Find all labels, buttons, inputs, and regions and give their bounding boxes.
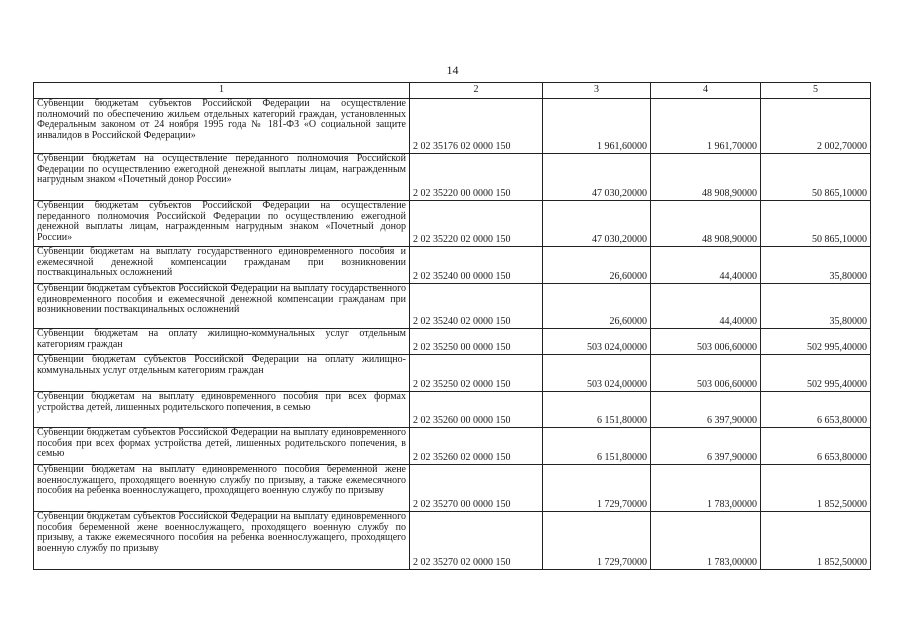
row-value-col4: 503 006,60000 bbox=[651, 355, 761, 392]
row-value-col4: 44,40000 bbox=[651, 284, 761, 329]
row-description: Субвенции бюджетам субъектов Российской Федерации на осуществление полномочий по обеспечению жильем отдельных категорий граждан, установленных Федеральным законом от 24 ноября 1995 года № 181-ФЗ «О социальной защите инвалидов в Российской Федерации» bbox=[34, 99, 410, 154]
row-value-col3: 6 151,80000 bbox=[543, 392, 651, 428]
page-number: 14 bbox=[446, 63, 459, 77]
row-value-col5: 1 852,50000 bbox=[761, 465, 871, 512]
row-value-col5: 35,80000 bbox=[761, 284, 871, 329]
row-description: Субвенции бюджетам на выплату единовременного пособия беременной жене военнослужащего, проходящего военную службу по призыву, а также ежемесячного пособия на ребенка военнослужащего, проходящего военную службу по призыву bbox=[34, 465, 410, 512]
row-value-col4: 6 397,90000 bbox=[651, 428, 761, 465]
table-row bbox=[34, 428, 871, 465]
table-row bbox=[34, 284, 871, 329]
table-row bbox=[34, 392, 871, 428]
header-col-5: 5 bbox=[761, 83, 871, 99]
row-value-col4: 1 783,00000 bbox=[651, 465, 761, 512]
header-col-1: 1 bbox=[34, 83, 410, 99]
row-description: Субвенции бюджетам субъектов Российской Федерации на оплату жилищно-коммунальных услуг отдельным категориям граждан bbox=[34, 355, 410, 392]
row-code: 2 02 35220 02 0000 150 bbox=[410, 201, 543, 247]
row-value-col5: 6 653,80000 bbox=[761, 392, 871, 428]
budget-table bbox=[33, 82, 871, 570]
row-value-col4: 503 006,60000 bbox=[651, 329, 761, 355]
row-value-col4: 48 908,90000 bbox=[651, 154, 761, 201]
row-code: 2 02 35270 00 0000 150 bbox=[410, 465, 543, 512]
row-value-col4: 48 908,90000 bbox=[651, 201, 761, 247]
table-row bbox=[34, 465, 871, 512]
row-code: 2 02 35270 02 0000 150 bbox=[410, 512, 543, 570]
table-row bbox=[34, 512, 871, 570]
row-value-col3: 26,60000 bbox=[543, 284, 651, 329]
row-description: Субвенции бюджетам на выплату единовременного пособия при всех формах устройства детей, лишенных родительского попечения, в семью bbox=[34, 392, 410, 428]
row-value-col3: 503 024,00000 bbox=[543, 355, 651, 392]
row-value-col5: 502 995,40000 bbox=[761, 355, 871, 392]
row-value-col5: 35,80000 bbox=[761, 247, 871, 284]
row-value-col5: 6 653,80000 bbox=[761, 428, 871, 465]
row-value-col3: 6 151,80000 bbox=[543, 428, 651, 465]
row-code: 2 02 35260 02 0000 150 bbox=[410, 428, 543, 465]
table-row bbox=[34, 329, 871, 355]
table-row bbox=[34, 154, 871, 201]
row-value-col5: 1 852,50000 bbox=[761, 512, 871, 570]
table-row bbox=[34, 247, 871, 284]
table-row bbox=[34, 355, 871, 392]
header-col-4: 4 bbox=[651, 83, 761, 99]
row-value-col4: 1 783,00000 bbox=[651, 512, 761, 570]
row-value-col3: 47 030,20000 bbox=[543, 154, 651, 201]
row-code: 2 02 35260 00 0000 150 bbox=[410, 392, 543, 428]
row-description: Субвенции бюджетам субъектов Российской Федерации на выплату единовременного пособия беременной жене военнослужащего, проходящего военную службу по призыву, а также ежемесячного пособия на ребенка военнослужащего, проходящего военную службу по призыву bbox=[34, 512, 410, 570]
row-code: 2 02 35220 00 0000 150 bbox=[410, 154, 543, 201]
row-code: 2 02 35250 02 0000 150 bbox=[410, 355, 543, 392]
row-value-col3: 26,60000 bbox=[543, 247, 651, 284]
row-code: 2 02 35176 02 0000 150 bbox=[410, 99, 543, 154]
header-row bbox=[34, 83, 871, 99]
row-value-col4: 1 961,70000 bbox=[651, 99, 761, 154]
row-value-col3: 1 729,70000 bbox=[543, 465, 651, 512]
row-code: 2 02 35240 02 0000 150 bbox=[410, 284, 543, 329]
row-value-col4: 6 397,90000 bbox=[651, 392, 761, 428]
row-description: Субвенции бюджетам субъектов Российской Федерации на выплату единовременного пособия при всех формах устройства детей, лишенных родительского попечения, в семью bbox=[34, 428, 410, 465]
row-code: 2 02 35250 00 0000 150 bbox=[410, 329, 543, 355]
row-value-col3: 1 729,70000 bbox=[543, 512, 651, 570]
row-value-col5: 502 995,40000 bbox=[761, 329, 871, 355]
header-col-3: 3 bbox=[543, 83, 651, 99]
header-col-2: 2 bbox=[410, 83, 543, 99]
row-value-col5: 50 865,10000 bbox=[761, 201, 871, 247]
row-value-col3: 503 024,00000 bbox=[543, 329, 651, 355]
row-description: Субвенции бюджетам субъектов Российской Федерации на осуществление переданного полномочия Российской Федерации по осуществлению ежегодной денежной выплаты лицам, награжденным нагрудным знаком «Почетный донор России» bbox=[34, 201, 410, 247]
row-value-col5: 2 002,70000 bbox=[761, 99, 871, 154]
row-value-col5: 50 865,10000 bbox=[761, 154, 871, 201]
row-value-col3: 1 961,60000 bbox=[543, 99, 651, 154]
row-code: 2 02 35240 00 0000 150 bbox=[410, 247, 543, 284]
row-description: Субвенции бюджетам субъектов Российской Федерации на выплату государственного единовременного пособия и ежемесячной денежной компенсации гражданам при возникновении поствакцинальных осложнений bbox=[34, 284, 410, 329]
row-value-col3: 47 030,20000 bbox=[543, 201, 651, 247]
table-row bbox=[34, 99, 871, 154]
row-description: Субвенции бюджетам на выплату государственного единовременного пособия и ежемесячной денежной компенсации гражданам при возникновении поствакцинальных осложнений bbox=[34, 247, 410, 284]
table-row bbox=[34, 201, 871, 247]
row-value-col4: 44,40000 bbox=[651, 247, 761, 284]
row-description: Субвенции бюджетам на осуществление переданного полномочия Российской Федерации по осуществлению ежегодной денежной выплаты лицам, награжденным нагрудным знаком «Почетный донор России» bbox=[34, 154, 410, 201]
row-description: Субвенции бюджетам на оплату жилищно-коммунальных услуг отдельным категориям граждан bbox=[34, 329, 410, 355]
